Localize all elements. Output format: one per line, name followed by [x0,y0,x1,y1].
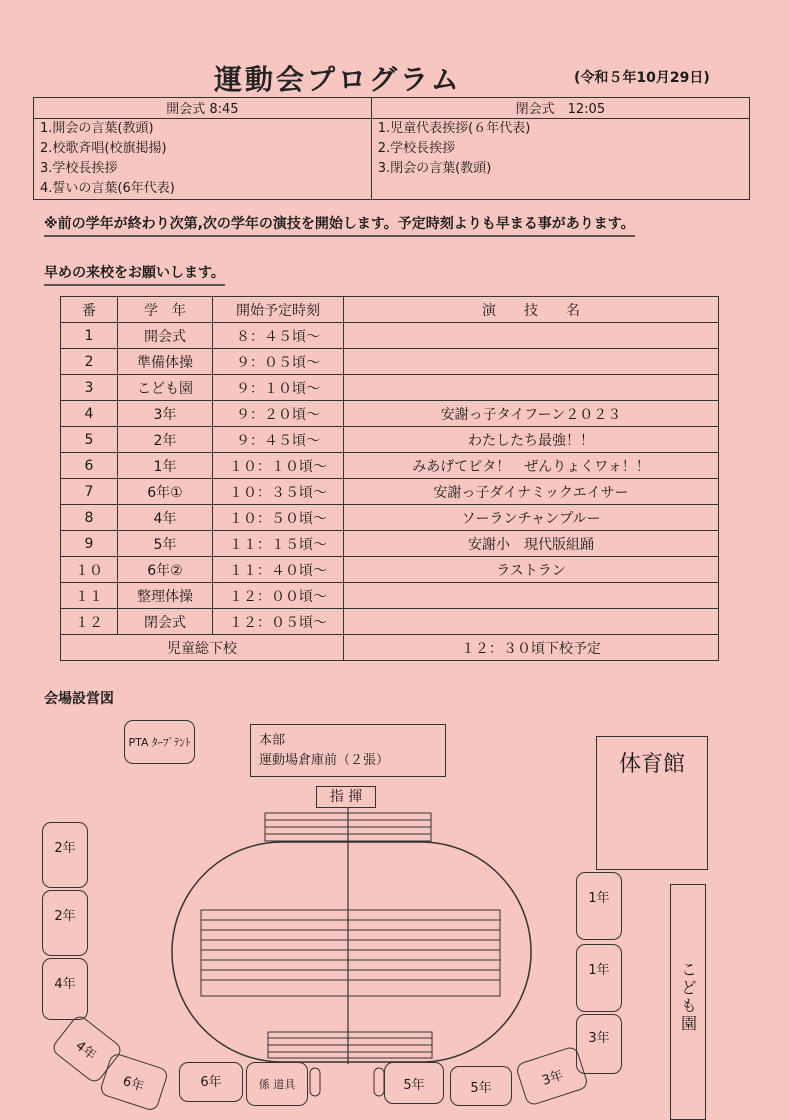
row-time: １１：１５頃～ [213,531,344,557]
row-time: １２：００頃～ [213,583,344,609]
seat-label: 4年 [54,977,76,992]
pta-tent [124,720,195,764]
header-number: 番 [61,297,118,323]
seat-bottom-2 [246,1062,308,1106]
row-grade: 3年 [118,401,213,427]
opening-item: 2.校歌斉唱(校旗掲揚) [40,141,167,156]
early-arrival-note: 早めの来校をお願いします。 [44,262,225,286]
opening-header: 開会式 8:45 [34,98,372,119]
row-grade: 1年 [118,453,213,479]
gymnasium: 体育館 [596,736,708,870]
closing-item: 2.学校長挨拶 [377,141,456,156]
row-number: １２ [61,609,118,635]
row-number: 7 [61,479,118,505]
closing-item: 1.児童代表挨拶(６年代表) [377,121,531,136]
event-date: (令和５年10月29日) [574,70,710,86]
row-time: １２：０５頃～ [213,609,344,635]
row-performance: わたしたち最強！！ [344,427,719,453]
kodomoen-label: こども園 [678,961,698,1033]
row-time: ９：２０頃～ [213,401,344,427]
row-performance: 安謝っ子ダイナミックエイサー [344,479,719,505]
seat-label: 5年 [470,1080,492,1096]
opening-item: 3.学校長挨拶 [40,161,118,176]
venue-layout-title: 会場設営図 [44,691,114,707]
row-performance: 安謝っ子タイフーン２０２３ [344,401,719,427]
track-oval [172,842,531,1062]
seat-bottom-3 [384,1062,444,1104]
closing-header: 閉会式 12:05 [371,98,749,119]
opening-item: 1.開会の言葉(教頭) [40,121,154,136]
cylinders [310,1068,384,1096]
hq-location: 運動場倉庫前（２張） [259,753,390,768]
row-grade: 開会式 [118,323,213,349]
pta-tent-label: PTA ﾀｰﾌﾟﾃﾝﾄ [128,736,191,749]
seat-left-2 [42,890,88,956]
row-number: １０ [61,557,118,583]
row-grade: 6年① [118,479,213,505]
row-number: 4 [61,401,118,427]
header-performance: 演 技 名 [344,297,719,323]
row-grade: 5年 [118,531,213,557]
row-time: ９：０５頃～ [213,349,344,375]
row-grade: 準備体操 [118,349,213,375]
kodomoen-area [670,884,706,1120]
seat-bottom-1 [179,1062,243,1102]
row-number: 8 [61,505,118,531]
row-grade: 閉会式 [118,609,213,635]
row-time: ９：４５頃～ [213,427,344,453]
row-number: 9 [61,531,118,557]
row-grade: こども園 [118,375,213,401]
seat-label: 3年 [588,1031,610,1046]
seat-label: 5年 [403,1077,425,1093]
row-time: ８：４５頃～ [213,323,344,349]
dismissal-time: １２：３０頃下校予定 [344,635,719,661]
seat-label: 1年 [588,891,610,906]
row-grade: 整理体操 [118,583,213,609]
opening-item: 4.誓いの言葉(6年代表) [40,181,175,196]
row-grade: 4年 [118,505,213,531]
seat-label: 1年 [588,963,610,978]
hq-label: 本部 [259,733,286,748]
seat-left-3 [42,958,88,1020]
seat-label: 6年 [200,1075,222,1090]
seat-label: 4年 [72,1038,99,1064]
row-performance: ラストラン [344,557,719,583]
row-time: １０：５０頃～ [213,505,344,531]
seat-label: 2年 [54,841,76,856]
center-lines [201,910,500,996]
seat-label: 6年 [120,1073,146,1095]
row-number: 5 [61,427,118,453]
row-number: １１ [61,583,118,609]
row-number: 2 [61,349,118,375]
seat-label: 3年 [540,1067,566,1089]
seat-label: 2年 [54,909,76,924]
row-performance: ソーランチャンプルー [344,505,719,531]
header-grade: 学 年 [118,297,213,323]
seat-left-1 [42,822,88,888]
dismissal-label: 児童総下校 [61,635,344,661]
row-number: 3 [61,375,118,401]
page-title: 運動会プログラム [214,63,462,96]
headquarters-box [250,724,446,777]
row-time: １０：１０頃～ [213,453,344,479]
bottom-stand [268,1032,432,1058]
schedule-note: ※前の学年が終わり次第,次の学年の演技を開始します。予定時刻よりも早まる事があります。 [44,213,635,237]
row-performance: 安謝小 現代版組踊 [344,531,719,557]
seat-bottom-4 [450,1066,512,1106]
row-number: 1 [61,323,118,349]
row-grade: 6年② [118,557,213,583]
row-time: ９：１０頃～ [213,375,344,401]
seat-right-1 [576,872,622,940]
seat-label: 係 道具 [258,1078,296,1091]
seat-right-2 [576,944,622,1012]
row-performance: みあげてピタ！ ぜんりょくワォ！！ [344,453,719,479]
command-stand: 指 揮 [316,786,376,808]
header-time: 開始予定時刻 [213,297,344,323]
seat-right-3 [576,1014,622,1074]
row-time: １１：４０頃～ [213,557,344,583]
row-time: １０：３５頃～ [213,479,344,505]
closing-item: 3.閉会の言葉(教頭) [377,161,492,176]
row-grade: 2年 [118,427,213,453]
row-number: 6 [61,453,118,479]
